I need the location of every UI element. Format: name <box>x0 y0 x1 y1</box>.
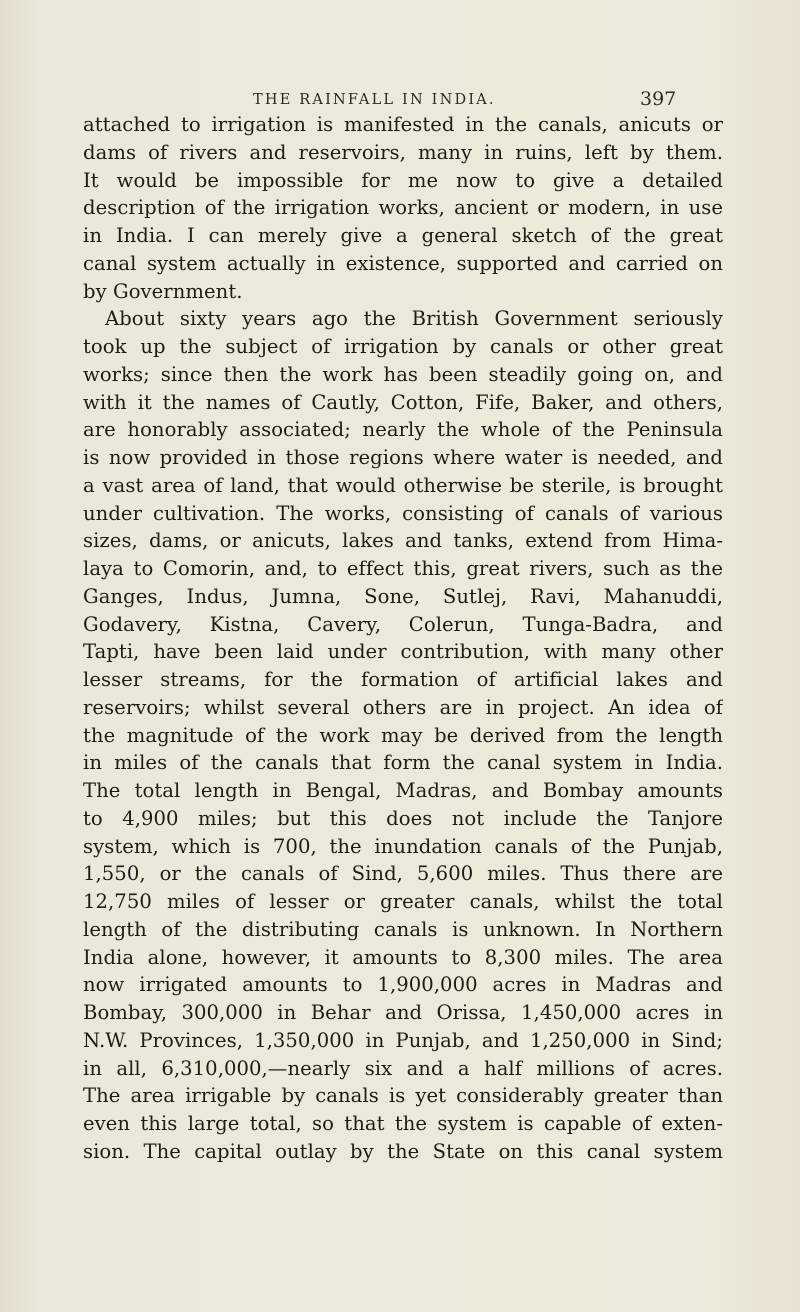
body-text <box>83 111 723 1166</box>
page-number: 397 <box>640 88 677 110</box>
text-line: length of the distributing canals is unknown. In Northern <box>83 917 723 941</box>
text-line: sizes, dams, or anicuts, lakes and tanks, extend from Hima- <box>83 529 723 553</box>
text-line: reservoirs; whilst several others are in project. An idea of <box>83 695 723 719</box>
text-line: in miles of the canals that form the canal system in India. <box>83 751 723 775</box>
text-line: Ganges, Indus, Jumna, Sone, Sutlej, Ravi, Mahanuddi, <box>83 584 723 608</box>
text-line: About sixty years ago the British Government seriously <box>105 307 723 331</box>
text-line: with it the names of Cautly, Cotton, Fife, Baker, and others, <box>83 390 723 414</box>
text-line: laya to Comorin, and, to effect this, great rivers, such as the <box>83 557 723 580</box>
text-line: dams of rivers and reservoirs, many in ruins, left by them. <box>83 140 723 164</box>
text-line: took up the subject of irrigation by canals or other great <box>83 335 723 358</box>
text-line: are honorably associated; nearly the whole of the Peninsula <box>83 418 723 442</box>
text-line: attached to irrigation is manifested in the canals, anicuts or <box>83 113 723 136</box>
text-line: to 4,900 miles; but this does not include the Tanjore <box>83 806 723 830</box>
text-line: India alone, however, it amounts to 8,300 miles. The area <box>83 945 723 969</box>
text-line: by Government. <box>83 279 243 303</box>
running-title: THE RAINFALL IN INDIA. <box>253 92 496 108</box>
text-line: Godavery, Kistna, Cavery, Colerun, Tunga-Badra, and <box>83 612 723 636</box>
text-line: the magnitude of the work may be derived from the length <box>83 723 723 747</box>
text-line: Bombay, 300,000 in Behar and Orissa, 1,450,000 acres in <box>83 1001 723 1024</box>
text-line: in India. I can merely give a general sketch of the great <box>83 224 723 247</box>
text-line: system, which is 700, the inundation canals of the Punjab, <box>83 834 723 858</box>
text-line: now irrigated amounts to 1,900,000 acres in Madras and <box>83 973 723 997</box>
text-line: The area irrigable by canals is yet considerably greater than <box>83 1084 723 1108</box>
text-line: sion. The capital outlay by the State on this canal system <box>83 1139 723 1163</box>
text-line: Tapti, have been laid under contribution, with many other <box>83 640 723 664</box>
text-line: N.W. Provinces, 1,350,000 in Punjab, and 1,250,000 in Sind; <box>83 1028 723 1052</box>
text-line: a vast area of land, that would otherwise be sterile, is brought <box>83 473 723 497</box>
text-line: under cultivation. The works, consisting of canals of various <box>83 501 723 525</box>
text-line: 12,750 miles of lesser or greater canals, whilst the total <box>83 890 723 913</box>
text-line: It would be impossible for me now to give a detailed <box>83 168 723 192</box>
text-line: 1,550, or the canals of Sind, 5,600 miles. Thus there are <box>83 862 723 886</box>
text-line: lesser streams, for the formation of artificial lakes and <box>83 668 723 691</box>
text-line: even this large total, so that the system is capable of exten- <box>83 1112 723 1135</box>
text-line: is now provided in those regions where water is needed, and <box>83 446 723 469</box>
text-line: description of the irrigation works, ancient or modern, in use <box>83 196 723 220</box>
text-line: in all, 6,310,000,—nearly six and a half millions of acres. <box>83 1056 723 1080</box>
text-line: works; since then the work has been steadily going on, and <box>83 362 723 386</box>
text-line: The total length in Bengal, Madras, and Bombay amounts <box>83 779 723 802</box>
text-line: canal system actually in existence, supported and carried on <box>83 251 723 275</box>
